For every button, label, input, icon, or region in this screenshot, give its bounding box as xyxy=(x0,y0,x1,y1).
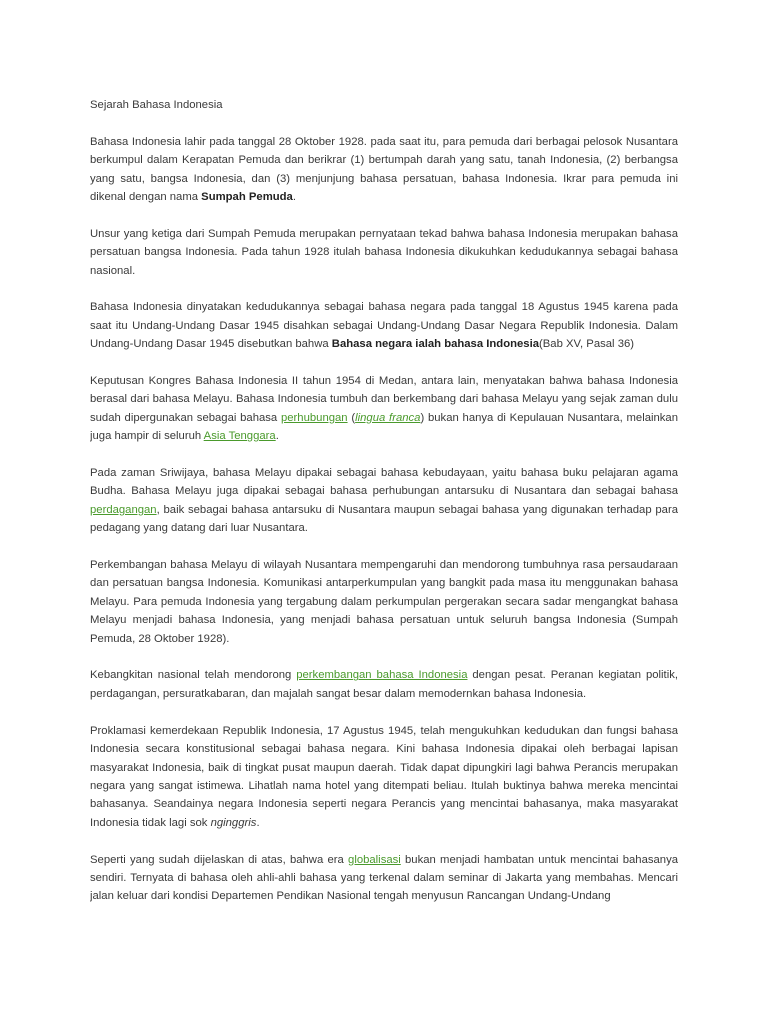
paragraph-9 xyxy=(90,851,678,906)
paragraph-text: . xyxy=(292,191,296,204)
paragraph-text: Bahasa Indonesia dinyatakan kedudukannya sebagai bahasa negara pada tanggal 18 Agustus 1945 karena pada saat itu Undang-Undang Dasar 1945 disahkan sebagai Undang-Undang Dasar Negara Republik Indonesia. Dalam Undang-Undang Dasar 1945 disebutkan bahwa xyxy=(90,301,678,351)
paragraph-text: ( xyxy=(347,411,356,424)
paragraph-text: Unsur yang ketiga dari Sumpah Pemuda merupakan pernyataan tekad bahwa bahasa Indonesia merupakan bahasa persatuan bangsa Indonesia. Pada tahun 1928 itulah bahasa Indonesia dikukuhkan kedudukannya sebagai bahasa nasional. xyxy=(90,227,678,277)
paragraph-text: Seperti yang sudah dijelaskan di atas, bahwa era xyxy=(90,853,349,866)
paragraph-7 xyxy=(90,666,678,703)
bold-term-sumpah-pemuda: Sumpah Pemuda xyxy=(201,191,293,204)
paragraph-5 xyxy=(90,464,678,538)
document-title: Sejarah Bahasa Indonesia xyxy=(90,99,223,111)
link-lingua-franca-text: lingua franca xyxy=(355,411,421,424)
italic-term-nginggris: nginggris xyxy=(210,816,257,829)
paragraph-3 xyxy=(90,298,678,353)
paragraph-4 xyxy=(90,372,678,446)
paragraph-1 xyxy=(90,133,678,207)
link-globalisasi[interactable]: globalisasi xyxy=(348,853,401,866)
paragraph-text: Bahasa Indonesia lahir pada tanggal 28 Oktober 1928. pada saat itu, para pemuda dari berbagai pelosok Nusantara berkumpul dalam Kerapatan Pemuda dan berikrar (1) bertumpah darah yang satu, tanah Indonesia, (2) berbangsa yang satu, bangsa Indonesia, dan (3) menjunjung bahasa persatuan, bahasa Indonesia. Ikrar para pemuda ini dikenal dengan nama xyxy=(90,135,678,204)
paragraph-text: . xyxy=(256,816,260,829)
paragraph-text: Proklamasi kemerdekaan Republik Indonesia, 17 Agustus 1945, telah mengukuhkan kedudukan dan fungsi bahasa Indonesia secara konstitusional sebagai bahasa negara. Kini bahasa Indonesia dipakai oleh berbagai lapisan masyarakat Indonesia, baik di tingkat pusat maupun daerah. Tidak dapat dipungkiri lagi bahwa Perancis merupakan negara yang sangat istimewa. Lihatlah nama hotel yang ditempati beliau. Itulah buktinya bahwa mereka mencintai bahasanya. Seandainya negara Indonesia seperti negara Perancis yang mencintai bahasanya, maka masyarakat Indonesia tidak lagi sok xyxy=(90,724,678,829)
paragraph-text: . xyxy=(275,430,279,443)
link-perdagangan[interactable]: perdagangan xyxy=(90,503,157,516)
paragraph-text: , baik sebagai bahasa antarsuku di Nusantara maupun sebagai bahasa yang digunakan terhadap para pedagang yang datang dari luar Nusantara. xyxy=(90,503,678,535)
paragraph-2 xyxy=(90,225,678,280)
paragraph-8 xyxy=(90,722,678,832)
link-asia-tenggara[interactable]: Asia Tenggara xyxy=(203,430,276,443)
paragraph-text: Perkembangan bahasa Melayu di wilayah Nusantara mempengaruhi dan mendorong tumbuhnya rasa persaudaraan dan persatuan bangsa Indonesia. Komunikasi antarperkumpulan yang bangkit pada masa itu menggunakan bahasa Melayu. Para pemuda Indonesia yang tergabung dalam perkumpulan pergerakan secara sadar mengangkat bahasa Melayu menjadi bahasa Indonesia, yang menjadi bahasa persatuan untuk seluruh bangsa Indonesia (Sumpah Pemuda, 28 Oktober 1928). xyxy=(90,559,678,645)
paragraph-text: Keputusan Kongres Bahasa Indonesia II tahun 1954 di Medan, antara lain, menyatakan bahwa bahasa Indonesia berasal dari bahasa Melayu. Bahasa Indonesia tumbuh dan berkembang dari bahasa Melayu yang sejak zaman dulu sudah dipergunakan sebagai bahasa xyxy=(90,375,678,424)
paragraph-text: Kebangkitan nasional telah mendorong xyxy=(90,669,297,682)
paragraph-6 xyxy=(90,556,678,648)
link-perkembangan-bahasa-indonesia[interactable]: perkembangan bahasa Indonesia xyxy=(296,669,468,682)
paragraph-text: bukan menjadi hambatan untuk mencintai bahasanya sendiri. Ternyata di bahasa oleh ahli-ahli bahasa yang terkenal dalam seminar di Jakarta yang membahas. Mencari jalan keluar dari kondisi Departemen Pendikan Nasional tengah menyusun Rancangan Undang-Undang xyxy=(90,853,678,903)
link-perhubungan[interactable]: perhubungan xyxy=(280,411,348,424)
paragraph-text: (Bab XV, Pasal 36) xyxy=(539,338,635,351)
paragraph-text: dengan pesat. Peranan kegiatan politik, perdagangan, persuratkabaran, dan majalah sangat besar dalam memodernkan bahasa Indonesia. xyxy=(90,669,678,700)
paragraph-text: ) bukan hanya di Kepulauan Nusantara, melainkan juga hampir di seluruh xyxy=(90,411,678,443)
link-lingua-franca[interactable] xyxy=(355,412,420,424)
paragraph-text: Pada zaman Sriwijaya, bahasa Melayu dipakai sebagai bahasa kebudayaan, yaitu bahasa buku pelajaran agama Budha. Bahasa Melayu juga dipakai sebagai bahasa perhubungan antarsuku di Nusantara dan sebagai bahasa xyxy=(90,467,678,498)
bold-quote-bahasa-negara: Bahasa negara ialah bahasa Indonesia xyxy=(331,338,539,351)
